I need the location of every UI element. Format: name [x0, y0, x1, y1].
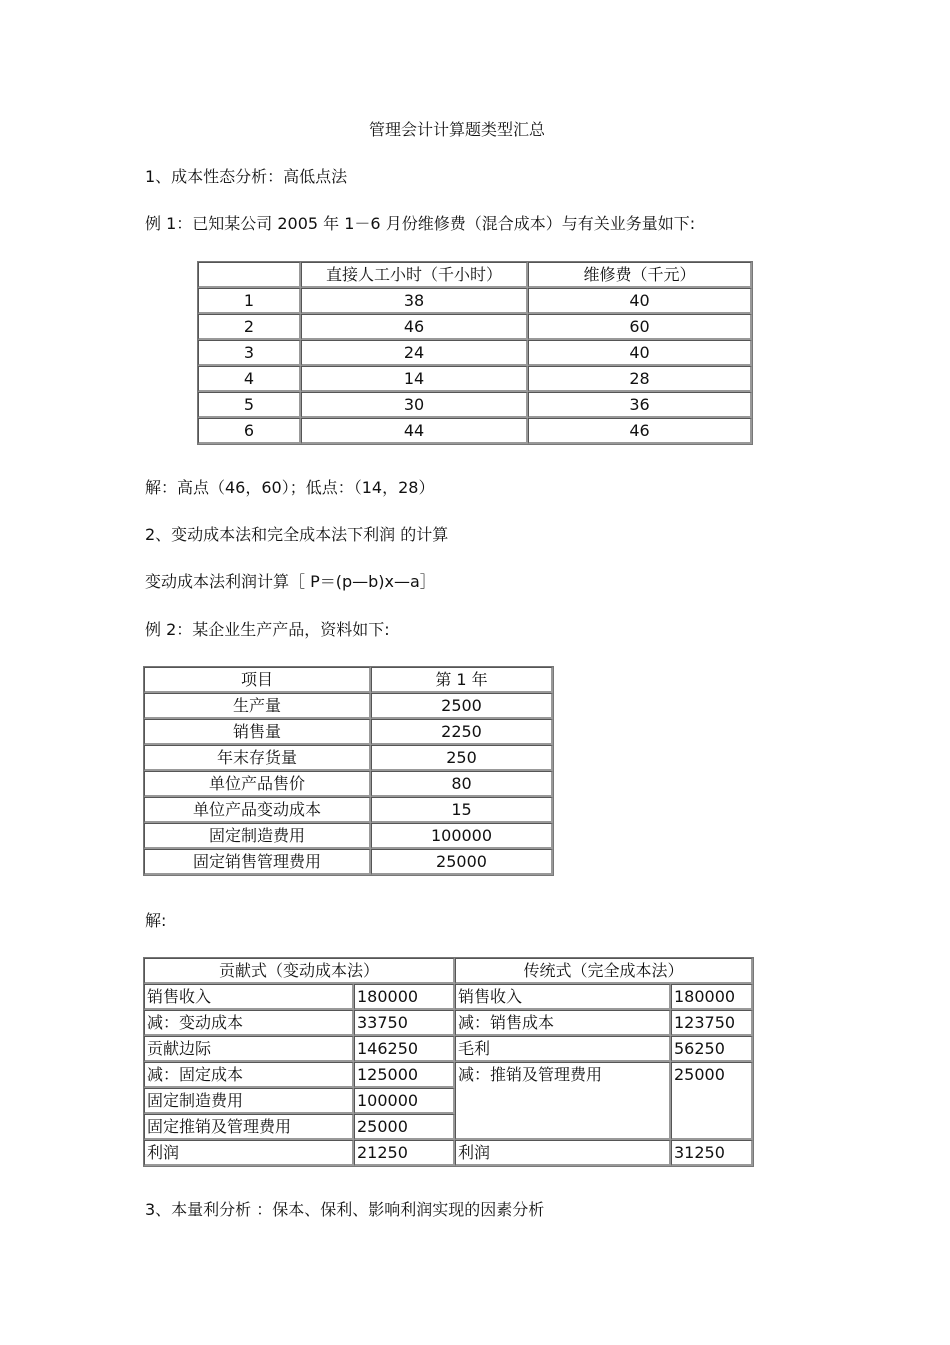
table-cell: 减：变动成本: [144, 1010, 354, 1036]
table-cell: 5: [198, 392, 301, 418]
table-row: [198, 314, 752, 340]
table-cell: 减：推销及管理费用: [455, 1062, 671, 1140]
production-data-table: [143, 666, 554, 876]
table-cell: 180000: [671, 984, 753, 1010]
table-header-cell: 维修费（千元）: [528, 262, 752, 288]
table-cell: 44: [301, 418, 528, 444]
table-header-row: [198, 262, 752, 288]
table-cell: 6: [198, 418, 301, 444]
table-cell: 46: [301, 314, 528, 340]
table-row: [198, 366, 752, 392]
table-cell: 28: [528, 366, 752, 392]
example2-text: 例 2：某企业生产产品，资料如下:: [145, 620, 390, 639]
solution2-label: 解:: [145, 911, 167, 930]
table-cell: 180000: [354, 984, 455, 1010]
table-row: [144, 719, 553, 745]
table-row: [144, 984, 753, 1010]
table-cell: 单位产品变动成本: [144, 797, 371, 823]
table-cell: 2: [198, 314, 301, 340]
table-cell: 100000: [371, 823, 553, 849]
table-cell: 33750: [354, 1010, 455, 1036]
table-cell: 30: [301, 392, 528, 418]
table-header-row: [144, 667, 553, 693]
table-cell: 年末存货量: [144, 745, 371, 771]
page-title: 管理会计计算题类型汇总: [369, 120, 546, 139]
table-cell: 3: [198, 340, 301, 366]
section3-heading: 3、本量利分析 ：保本、保利、影响利润实现的因素分析: [145, 1200, 545, 1219]
table-row: [144, 797, 553, 823]
table-cell: 38: [301, 288, 528, 314]
costing-comparison-table: [143, 957, 754, 1167]
section2-heading: 2、变动成本法和完全成本法下利润 的计算: [145, 525, 449, 544]
table-row: [144, 1036, 753, 1062]
table-row: [144, 771, 553, 797]
maintenance-cost-table: [197, 261, 753, 445]
table-cell: 固定制造费用: [144, 823, 371, 849]
table-cell: 250: [371, 745, 553, 771]
table-cell: 60: [528, 314, 752, 340]
table-cell: 1: [198, 288, 301, 314]
table-row: [198, 392, 752, 418]
table-cell: 25000: [671, 1062, 753, 1140]
table-row: [144, 823, 553, 849]
table-cell: 56250: [671, 1036, 753, 1062]
table-row: [144, 693, 553, 719]
table-cell: 31250: [671, 1140, 753, 1166]
table-cell: 减：销售成本: [455, 1010, 671, 1036]
table-cell: 毛利: [455, 1036, 671, 1062]
table-cell: 25000: [371, 849, 553, 875]
table-header-cell: [198, 262, 301, 288]
table-cell: 36: [528, 392, 752, 418]
table-cell: 利润: [144, 1140, 354, 1166]
table-header-cell: 第 1 年: [371, 667, 553, 693]
contribution-header: 贡献式（变动成本法）: [144, 958, 455, 984]
table-row: [198, 340, 752, 366]
table-cell: 46: [528, 418, 752, 444]
table-header-cell: 直接人工小时（千小时）: [301, 262, 528, 288]
table-row: [198, 288, 752, 314]
example1-text: 例 1：已知某公司 2005 年 1－6 月份维修费（混合成本）与有关业务量如下:: [145, 214, 696, 233]
table-cell: 15: [371, 797, 553, 823]
table-cell: 销售收入: [144, 984, 354, 1010]
table-cell: 固定销售管理费用: [144, 849, 371, 875]
formula-text: 变动成本法利润计算［ P＝(p—b)x—a］: [145, 572, 436, 591]
table-header-cell: 项目: [144, 667, 371, 693]
table-row: [144, 745, 553, 771]
table-cell: 25000: [354, 1114, 455, 1140]
table-row: [144, 1140, 753, 1166]
table-cell: 固定推销及管理费用: [144, 1114, 354, 1140]
traditional-header: 传统式（完全成本法）: [455, 958, 753, 984]
table-row: [144, 1010, 753, 1036]
table-cell: 2500: [371, 693, 553, 719]
table-cell: 销售量: [144, 719, 371, 745]
table-cell: 减：固定成本: [144, 1062, 354, 1088]
solution1-text: 解：高点（46，60）；低点：（14，28）: [145, 478, 435, 497]
table-cell: 单位产品售价: [144, 771, 371, 797]
table-cell: 123750: [671, 1010, 753, 1036]
table-cell: 利润: [455, 1140, 671, 1166]
table-cell: 生产量: [144, 693, 371, 719]
table-row: [144, 849, 553, 875]
table-cell: 40: [528, 340, 752, 366]
section1-heading: 1、成本性态分析：高低点法: [145, 167, 348, 186]
table-cell: 4: [198, 366, 301, 392]
table-cell: 销售收入: [455, 984, 671, 1010]
table-cell: 贡献边际: [144, 1036, 354, 1062]
table-cell: 80: [371, 771, 553, 797]
table-row: [198, 418, 752, 444]
table-cell: 21250: [354, 1140, 455, 1166]
table-cell: 24: [301, 340, 528, 366]
table-header-row: [144, 958, 753, 984]
table-cell: 14: [301, 366, 528, 392]
table-cell: 40: [528, 288, 752, 314]
table-row: [144, 1062, 753, 1088]
table-cell: 100000: [354, 1088, 455, 1114]
table-cell: 固定制造费用: [144, 1088, 354, 1114]
table-cell: 2250: [371, 719, 553, 745]
table-cell: 125000: [354, 1062, 455, 1088]
table-cell: 146250: [354, 1036, 455, 1062]
